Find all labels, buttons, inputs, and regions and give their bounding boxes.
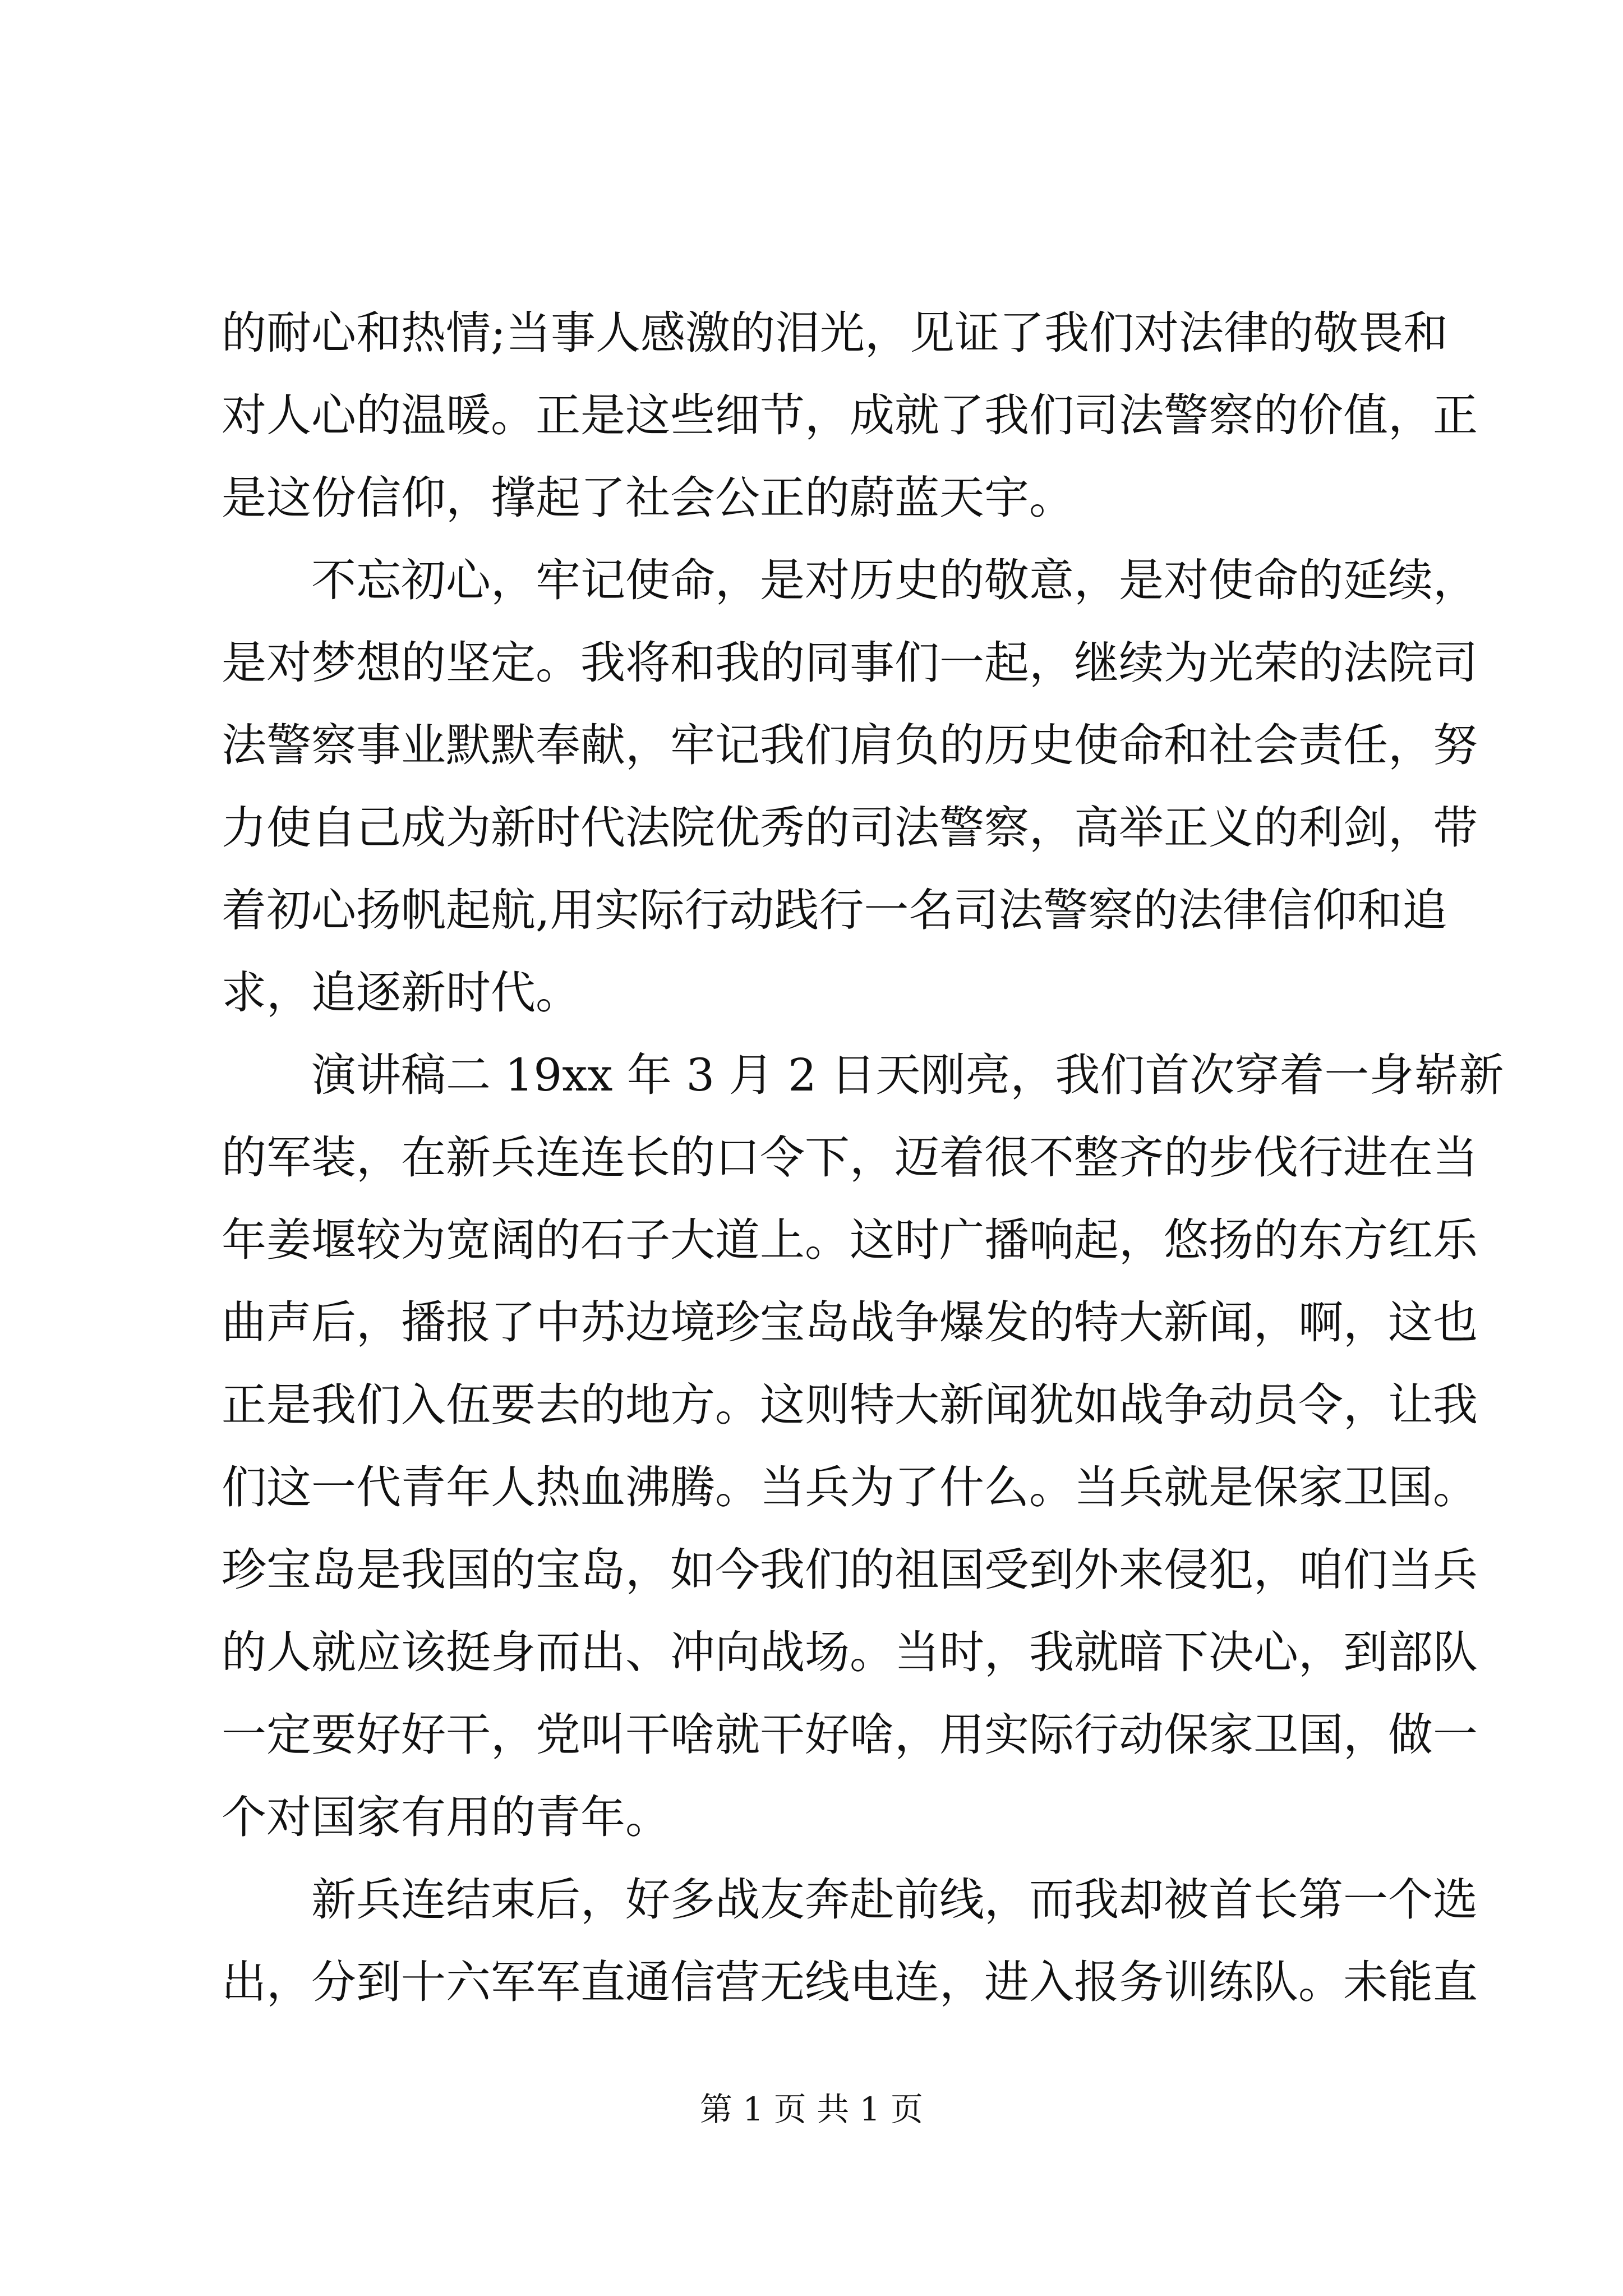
text-line: 个对国家有用的青年。	[222, 1791, 670, 1843]
text-line: 着初心扬帆起航,用实际行动践行一名司法警察的法律信仰和追	[222, 884, 1447, 936]
text-line: 求，追逐新时代。	[222, 967, 580, 1019]
text-line: 不忘初心，牢记使命，是对历史的敬意，是对使命的延续，	[222, 554, 1478, 606]
text-line: 出，分到十六军军直通信营无线电连，进入报务训练队。未能直	[222, 1956, 1478, 2008]
body-text	[222, 292, 1504, 2023]
page-number: 第 1 页 共 1 页	[700, 2090, 923, 2128]
text-line: 力使自己成为新时代法院优秀的司法警察，高举正义的利剑，带	[222, 802, 1478, 854]
text-line: 正是我们入伍要去的地方。这则特大新闻犹如战争动员令，让我	[222, 1379, 1478, 1431]
text-line: 对人心的温暖。正是这些细节，成就了我们司法警察的价值，正	[222, 389, 1478, 441]
text-line: 珍宝岛是我国的宝岛，如今我们的祖国受到外来侵犯，咱们当兵	[222, 1544, 1478, 1596]
text-line: 是这份信仰，撑起了社会公正的蔚蓝天宇。	[222, 472, 1074, 524]
page-footer	[0, 2090, 1623, 2129]
text-line: 新兵连结束后，好多战友奔赴前线，而我却被首长第一个选	[222, 1874, 1478, 1926]
text-line: 年姜堰较为宽阔的石子大道上。这时广播响起，悠扬的东方红乐	[222, 1214, 1478, 1266]
text-line: 们这一代青年人热血沸腾。当兵为了什么。当兵就是保家卫国。	[222, 1461, 1478, 1513]
text-line: 演讲稿二 19xx 年 3 月 2 日天刚亮，我们首次穿着一身崭新	[222, 1049, 1504, 1101]
text-line: 是对梦想的坚定。我将和我的同事们一起，继续为光荣的法院司	[222, 637, 1478, 689]
text-line: 法警察事业默默奉献，牢记我们肩负的历史使命和社会责任，努	[222, 719, 1478, 771]
text-line: 一定要好好干，党叫干啥就干好啥，用实际行动保家卫国，做一	[222, 1709, 1478, 1761]
text-line: 的人就应该挺身而出、冲向战场。当时，我就暗下决心，到部队	[222, 1626, 1478, 1678]
text-line: 的耐心和热情;当事人感激的泪光，见证了我们对法律的敬畏和	[222, 307, 1448, 359]
text-line: 曲声后，播报了中苏边境珍宝岛战争爆发的特大新闻，啊，这也	[222, 1296, 1478, 1349]
text-line: 的军装，在新兵连连长的口令下，迈着很不整齐的步伐行进在当	[222, 1131, 1478, 1184]
